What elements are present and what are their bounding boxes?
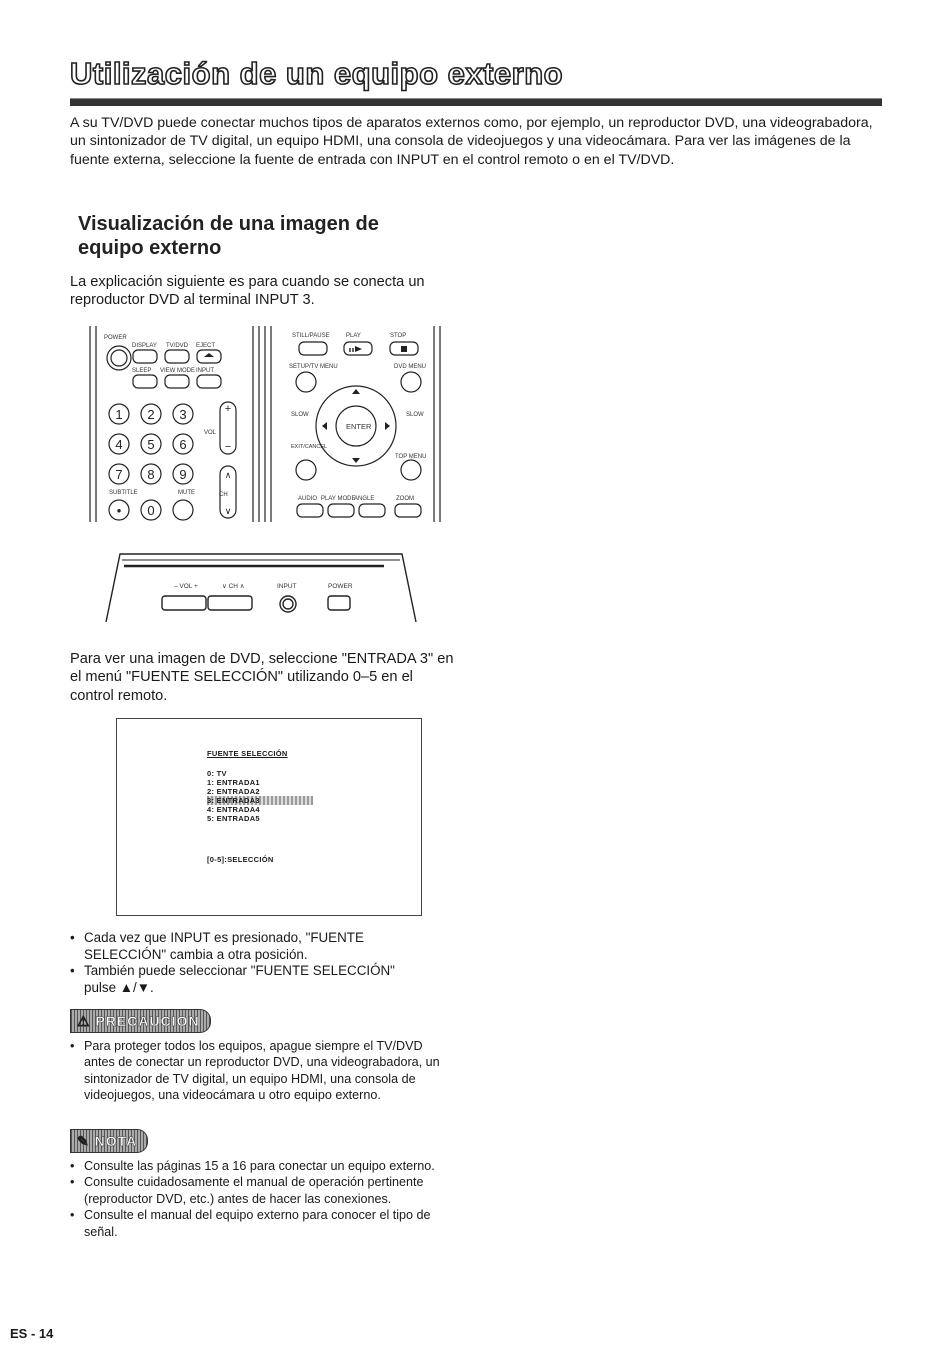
page-number: ES - 14: [10, 1326, 54, 1341]
label-audio: AUDIO: [298, 496, 318, 502]
caution-label: PRECAUCION: [95, 1013, 200, 1029]
label-play-mode: PLAY MODE: [321, 496, 356, 502]
label-mute: MUTE: [178, 490, 195, 496]
menu-footer: [0-5]:SELECCIÓN: [207, 855, 274, 864]
svg-text:∧: ∧: [224, 470, 232, 480]
digit-label: •: [116, 503, 122, 518]
page-title: Utilización de un equipo externo: [70, 56, 564, 91]
digit-label: 1: [115, 407, 123, 422]
label-vol: VOL: [204, 430, 217, 436]
menu-item-2: 2: ENTRADA2: [207, 787, 260, 796]
menu-title: FUENTE SELECCIÓN: [207, 749, 288, 758]
digit-label: 3: [179, 407, 187, 422]
tv-power-button-icon: [328, 596, 350, 610]
menu-item-5: 5: ENTRADA5: [207, 814, 260, 823]
digit-label: 5: [147, 437, 155, 452]
menu-notes-list: [70, 930, 430, 996]
setup-button-icon: [296, 372, 316, 392]
label-dvd-menu: DVD MENU: [394, 364, 427, 370]
label-input: INPUT: [196, 368, 214, 374]
tvdvd-button-icon: [165, 350, 189, 363]
note-badge: [70, 1129, 148, 1153]
audio-button-icon: [297, 504, 323, 517]
label-still-pause: STILL/PAUSE: [292, 333, 330, 339]
menu-note-1: • Cada vez que INPUT es presionado, "FUENTE SELECCIÓN" cambia a otra posición.: [70, 930, 430, 963]
pause-button-icon: [299, 342, 327, 355]
svg-text:∨: ∨: [224, 506, 232, 516]
note-item-1: • Consulte las páginas 15 a 16 para conectar un equipo externo.: [70, 1158, 454, 1174]
playmode-button-icon: [328, 504, 354, 517]
label-zoom: ZOOM: [396, 496, 414, 502]
menu-item-3-selected: 3: ENTRADA3: [207, 796, 313, 805]
angle-button-icon: [359, 504, 385, 517]
menu-item-0: 0: TV: [207, 769, 227, 778]
note-item-2: • Consulte cuidadosamente el manual de operación pertinente (reproductor DVD, etc.) antes de hacer las conexiones.: [70, 1174, 454, 1207]
menu-note-2: • También puede seleccionar "FUENTE SELECCIÓN" pulse ▲/▼.: [70, 963, 430, 996]
note-list: [70, 1158, 454, 1240]
label-sleep: SLEEP: [132, 368, 152, 374]
tv-vol-button-icon: [162, 596, 206, 610]
label-stop: STOP: [390, 333, 407, 339]
svg-text:+: +: [224, 403, 232, 415]
tv-panel-illustration: [104, 552, 420, 624]
menu-item-1: 1: ENTRADA1: [207, 778, 260, 787]
exit-button-icon: [296, 460, 316, 480]
label-tvdvd: TV/DVD: [166, 343, 189, 349]
dvdmenu-button-icon: [401, 372, 421, 392]
input-button-icon: [197, 375, 221, 388]
tv-label-vol: – VOL +: [174, 583, 198, 590]
digit-label: 2: [147, 407, 155, 422]
label-exit-cancel: EXIT/CANCEL: [291, 444, 328, 450]
section-heading-line-1: Visualización de una imagen de: [78, 213, 379, 235]
viewmode-button-icon: [165, 375, 189, 388]
section-heading-line-2: equipo externo: [78, 237, 222, 259]
remote-illustration: [88, 326, 444, 522]
intro-paragraph: A su TV/DVD puede conectar muchos tipos de aparatos externos como, por ejemplo, un reproductor DVD, una videograbadora, un sintonizador de TV digital, un equipo HDMI, una consola de videojuegos y una videocámara. Para ver las imágenes de la fuente externa, seleccione la fuente de entrada con INPUT en el control remoto o en el TV/DVD.: [70, 115, 873, 168]
digit-label: 6: [179, 437, 187, 452]
section-heading: [78, 212, 379, 260]
label-subtitle: SUBTITLE: [109, 490, 138, 496]
tv-ch-button-icon: [208, 596, 252, 610]
label-ch: CH: [219, 492, 228, 498]
instruction-text: Para ver una imagen de DVD, seleccione "ENTRADA 3" en el menú "FUENTE SELECCIÓN" utilizando 0–5 en el control remoto.: [70, 651, 454, 704]
mute-button-icon: [173, 500, 193, 520]
digit-label: 0: [147, 503, 155, 518]
section-text: La explicación siguiente es para cuando se conecta un reproductor DVD al terminal INPUT 3.: [70, 274, 425, 309]
label-setup-tv-menu: SETUP/TV MENU: [289, 364, 338, 370]
label-slow-right: SLOW: [406, 412, 424, 418]
label-enter: ENTER: [346, 422, 372, 431]
note-pencil-icon: ✎: [77, 1133, 90, 1149]
title-rule: [70, 98, 882, 106]
tv-label-ch: ∨ CH ∧: [222, 583, 245, 590]
caution-item-1: • Para proteger todos los equipos, apague siempre el TV/DVD antes de conectar un reproductor DVD, una videograbadora, un sintonizador de TV digital, un equipo HDMI, una consola de videojuegos, una videocámara u otro equipo externo.: [70, 1038, 454, 1104]
label-display: DISPLAY: [132, 343, 157, 349]
label-angle: ANGLE: [354, 496, 375, 502]
caution-list: [70, 1038, 454, 1104]
caution-icon: ⚠: [77, 1013, 91, 1029]
menu-item-4: 4: ENTRADA4: [207, 805, 260, 814]
label-eject: EJECT: [196, 343, 216, 349]
caution-badge: [70, 1009, 211, 1033]
display-button-icon: [133, 350, 157, 363]
digit-label: 9: [179, 467, 187, 482]
zoom-button-icon: [395, 504, 421, 517]
label-play: PLAY: [346, 333, 361, 339]
sleep-button-icon: [133, 375, 157, 388]
note-label: NOTA: [94, 1133, 138, 1149]
svg-text:−: −: [224, 441, 232, 453]
label-slow-left: SLOW: [291, 412, 309, 418]
label-top-menu: TOP MENU: [395, 454, 427, 460]
tv-label-power: POWER: [328, 583, 353, 590]
digit-label: 4: [115, 437, 123, 452]
note-item-3: • Consulte el manual del equipo externo para conocer el tipo de señal.: [70, 1207, 454, 1240]
input-source-menu: [116, 718, 422, 916]
tv-label-input: INPUT: [277, 583, 297, 590]
digit-label: 7: [115, 467, 123, 482]
label-power: POWER: [104, 335, 127, 341]
digit-label: 8: [147, 467, 155, 482]
topmenu-button-icon: [401, 460, 421, 480]
label-viewmode: VIEW MODE: [160, 368, 196, 374]
